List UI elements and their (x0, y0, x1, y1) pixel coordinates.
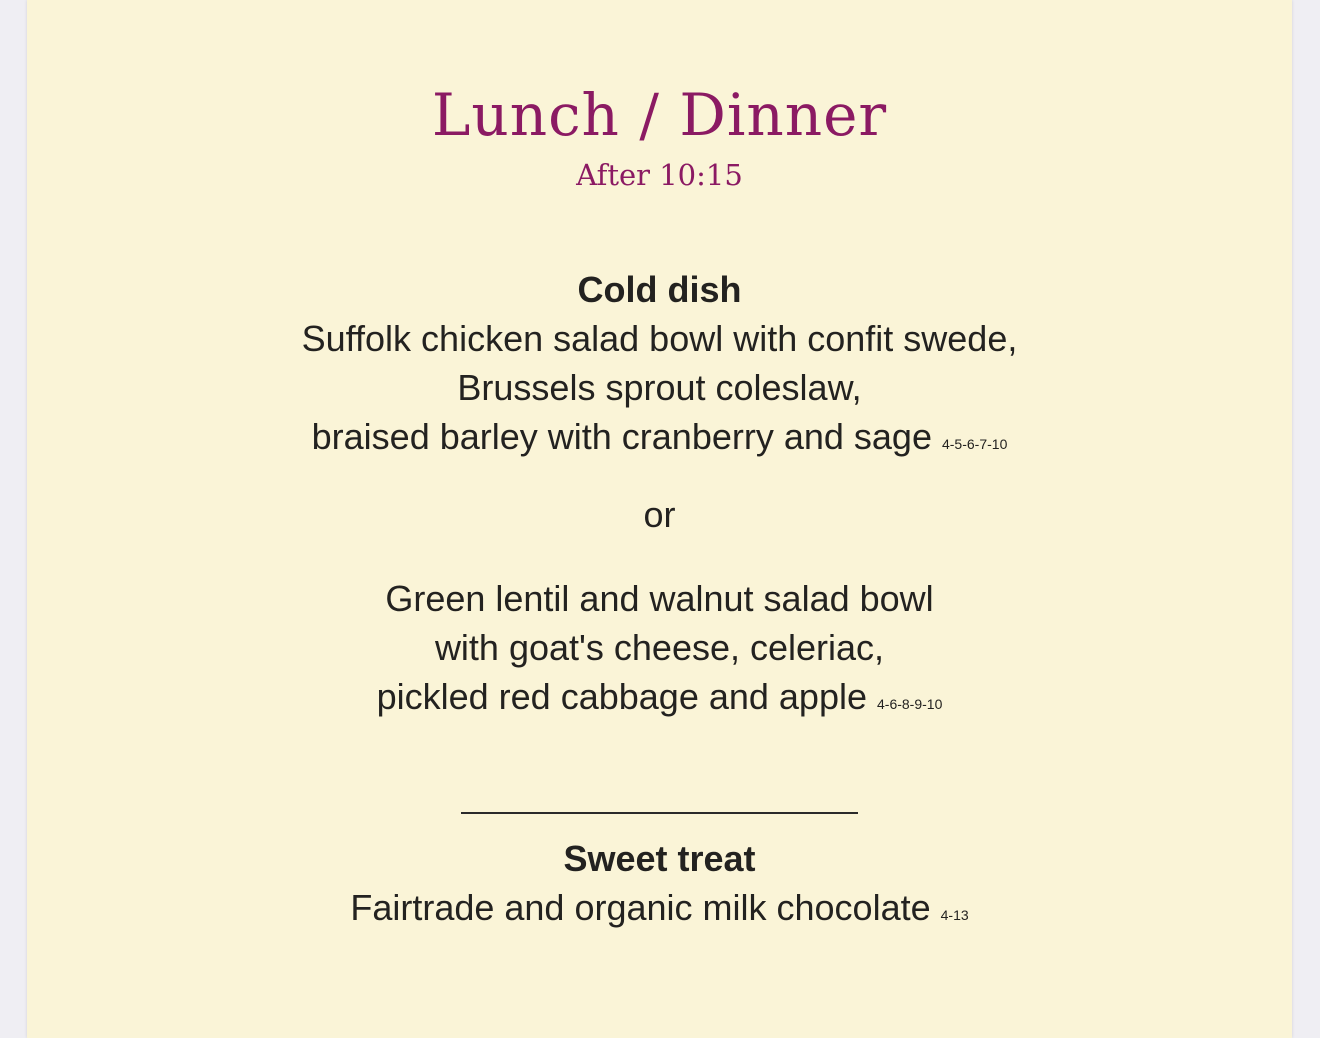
cold-dish-heading: Cold dish (577, 269, 742, 310)
cold-dish-option1-line1: Suffolk chicken salad bowl with confit swede, (301, 318, 1018, 359)
menu-title: Lunch / Dinner (431, 81, 888, 149)
cold-dish-option2-line3-row (27, 675, 1292, 726)
cold-dish-option1-line3-row (27, 415, 1292, 466)
cold-dish-option2-line3: pickled red cabbage and apple (376, 676, 867, 717)
or-separator: or (643, 494, 676, 535)
allergen-codes: 4-5-6-7-10 (941, 436, 1008, 452)
allergen-codes: 4-6-8-9-10 (877, 696, 943, 712)
cold-dish-option1-line2: Brussels sprout coleslaw, (457, 367, 862, 408)
cold-dish-option2-line2: with goat's cheese, celeriac, (434, 627, 885, 668)
cold-dish-option1-line3: braised barley with cranberry and sage (311, 416, 932, 457)
section-divider (461, 812, 858, 814)
menu-page (27, 0, 1292, 1038)
cold-dish-option2-line1: Green lentil and walnut salad bowl (385, 578, 934, 619)
menu-subtitle: After 10:15 (576, 158, 743, 192)
allergen-codes: 4-13 (940, 907, 969, 923)
sweet-treat-item-row (27, 886, 1292, 937)
sweet-treat-heading: Sweet treat (563, 838, 756, 879)
sweet-treat-item: Fairtrade and organic milk chocolate (350, 887, 931, 928)
